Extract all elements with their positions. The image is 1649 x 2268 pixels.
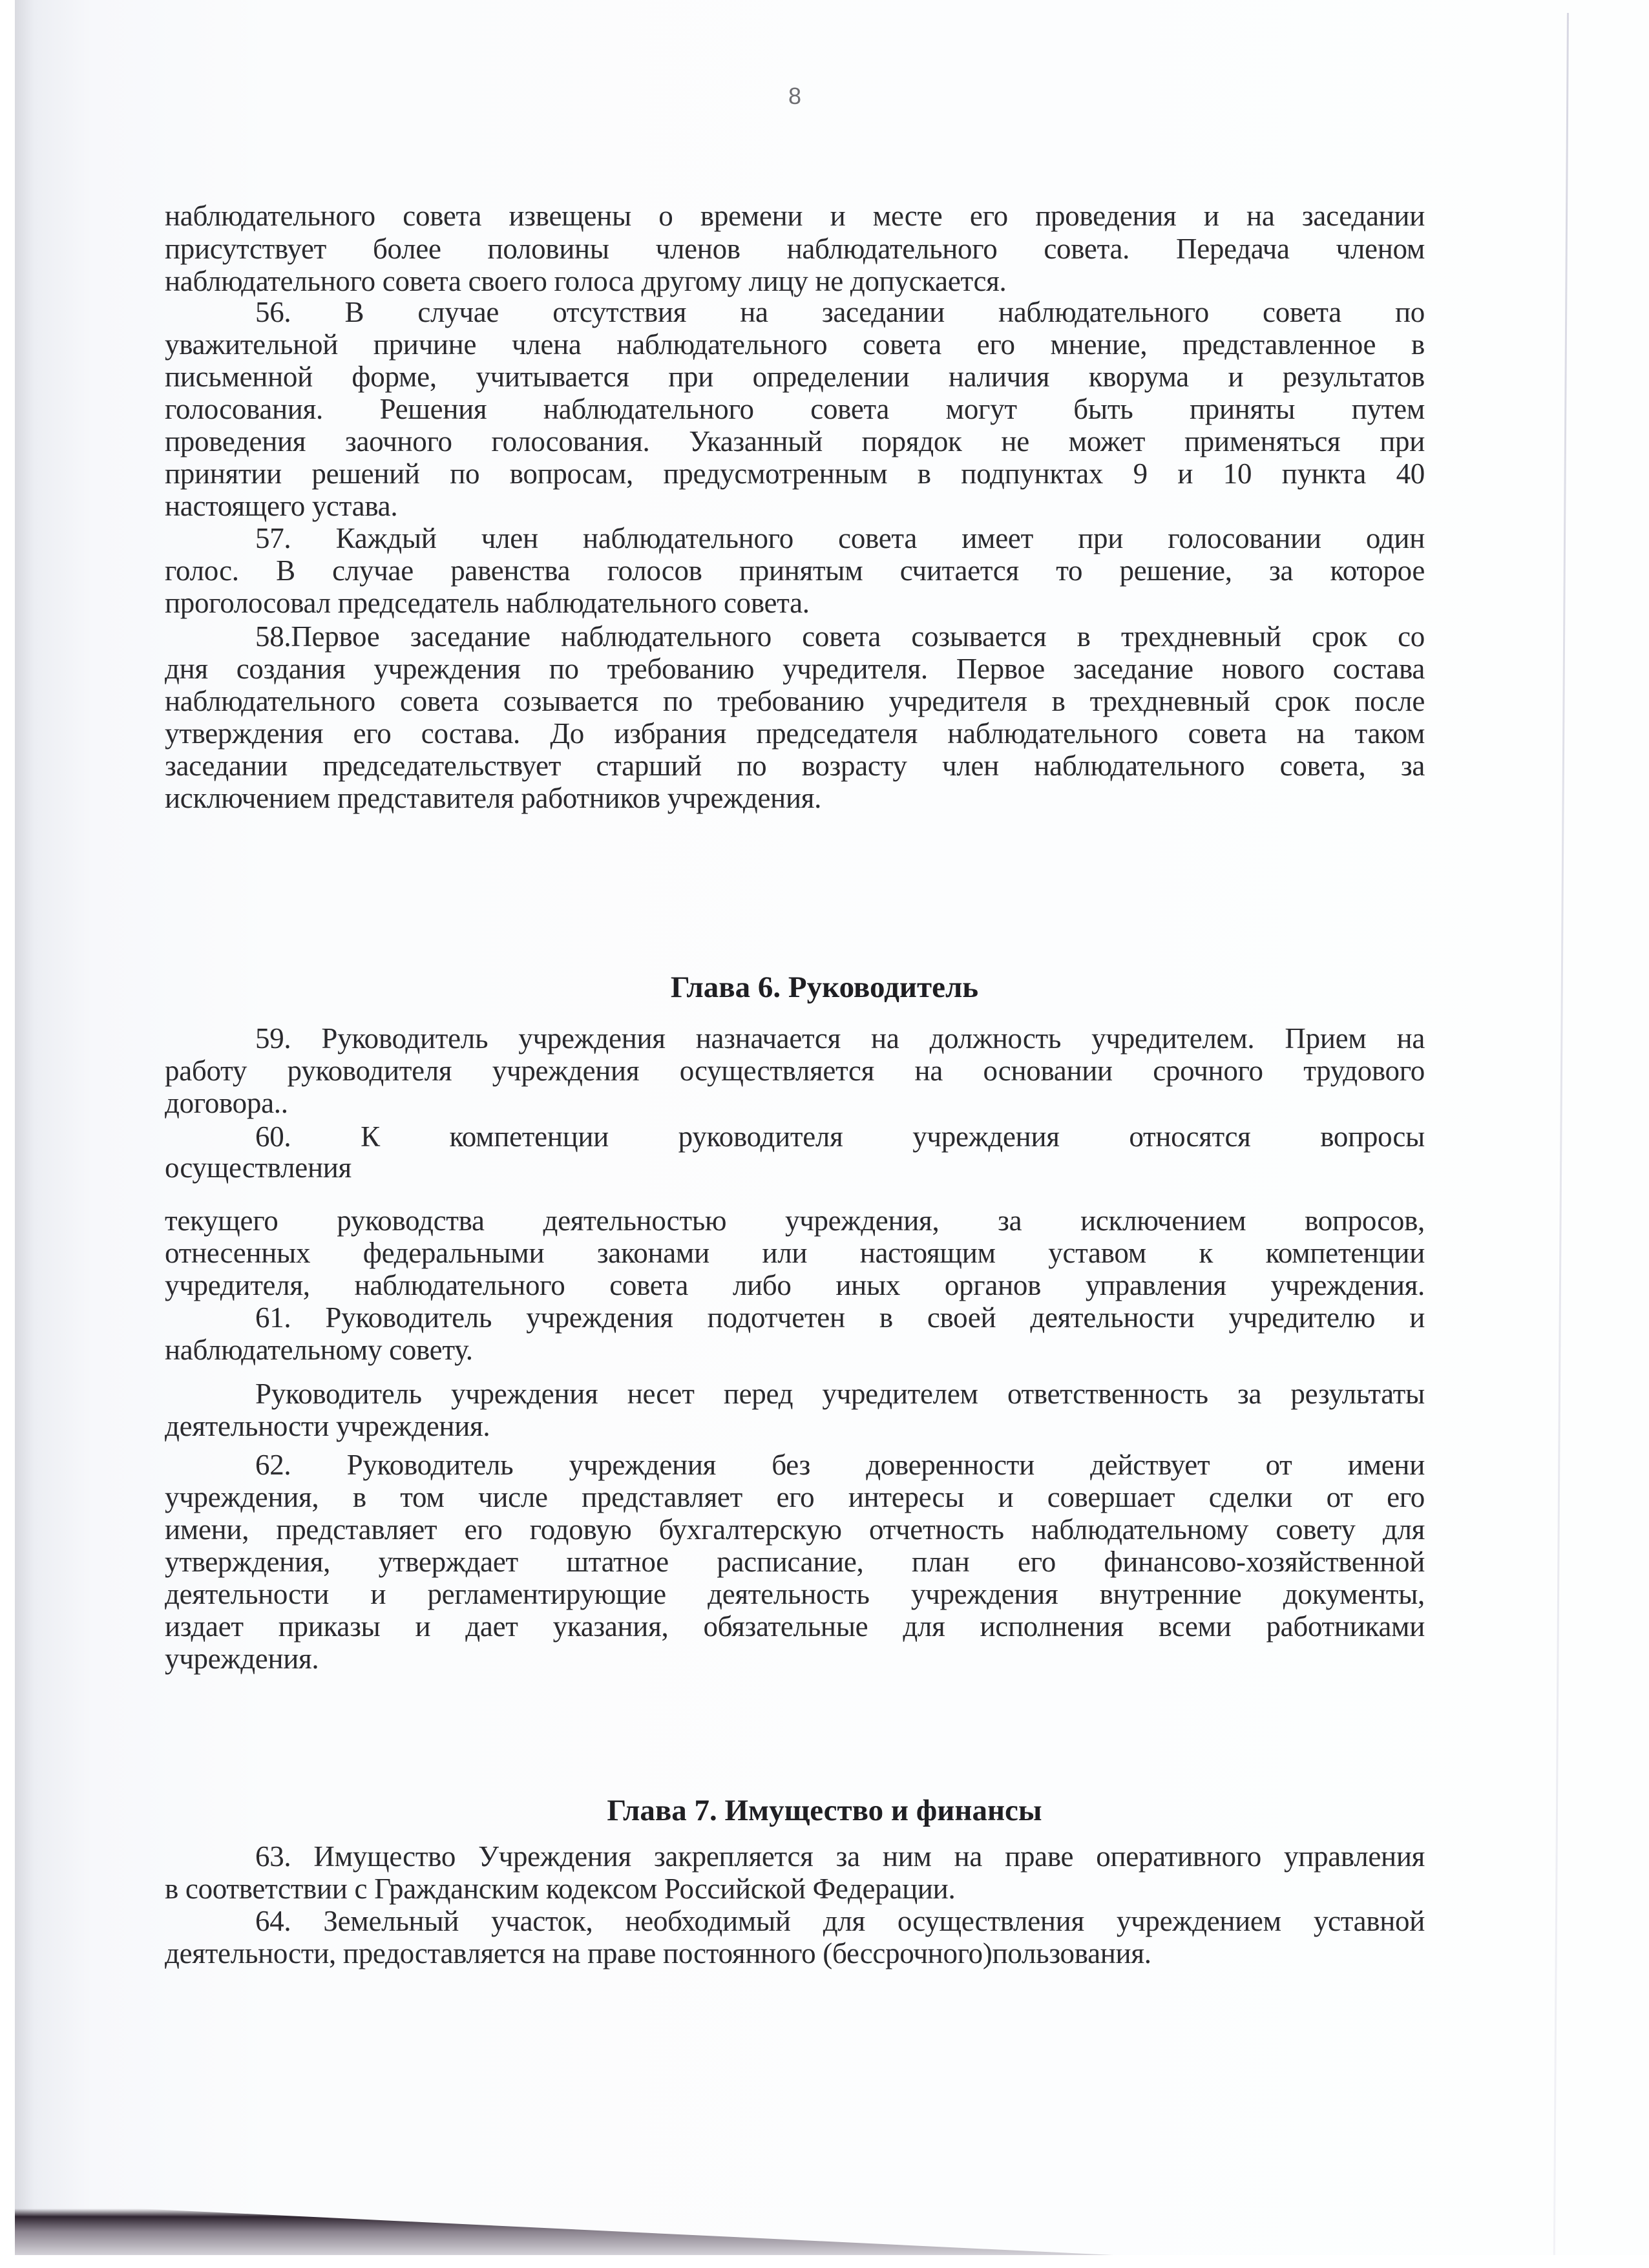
text-line: в соответствии с Гражданским кодексом Российской Федерации.	[165, 1873, 956, 1905]
text-line: учреждения.	[165, 1643, 319, 1675]
chapter-6-heading: Глава 6. Руководитель	[670, 971, 979, 1004]
text-line: проведения заочного голосования. Указанный порядок не может применяться при	[165, 425, 1425, 457]
text-line: проголосовал председатель наблюдательного совета.	[165, 587, 810, 619]
text-line: утверждения его состава. До избрания председателя наблюдательного совета на таком	[165, 717, 1425, 750]
paragraph-60-line: 60. К компетенции руководителя учреждения относятся вопросы	[255, 1120, 1425, 1153]
text-line: настоящего устава.	[165, 490, 398, 522]
chapter-7-heading: Глава 7. Имущество и финансы	[607, 1794, 1042, 1827]
text-line: договора..	[165, 1087, 288, 1119]
text-line: письменной форме, учитывается при определении наличия кворума и результатов	[165, 361, 1425, 393]
text-line: осуществления	[165, 1151, 352, 1184]
text-line: голос. В случае равенства голосов принятым считается то решение, за которое	[165, 554, 1425, 587]
text-line: наблюдательного совета своего голоса другому лицу не допускается.	[165, 265, 1007, 297]
text-line: работу руководителя учреждения осуществляется на основании срочного трудового	[165, 1055, 1425, 1087]
text-line: заседании председательствует старший по возрасту член наблюдательного совета, за	[165, 750, 1425, 782]
paragraph-64-line: 64. Земельный участок, необходимый для осуществления учреждением уставной	[255, 1905, 1425, 1937]
paragraph-57-line: 57. Каждый член наблюдательного совета имеет при голосовании один	[255, 522, 1425, 554]
text-line: издает приказы и дает указания, обязательные для исполнения всеми работниками	[165, 1610, 1425, 1643]
paragraph-56-line: 56. В случае отсутствия на заседании наблюдательного совета по	[255, 296, 1425, 328]
text-line: деятельности учреждения.	[165, 1410, 490, 1442]
paragraph-58-line: 58.Первое заседание наблюдательного совета созывается в трехдневный срок со	[255, 620, 1425, 653]
text-line: отнесенных федеральными законами или настоящим уставом к компетенции	[165, 1237, 1425, 1269]
text-line: принятии решений по вопросам, предусмотренным в подпунктах 9 и 10 пункта 40	[165, 457, 1425, 490]
paragraph-61-line: 61. Руководитель учреждения подотчетен в своей деятельности учредителю и	[255, 1301, 1425, 1334]
text-line: деятельности и регламентирующие деятельность учреждения внутренние документы,	[165, 1578, 1425, 1610]
paragraph-line: Руководитель учреждения несет перед учредителем ответственность за результаты	[255, 1378, 1425, 1410]
text-line: деятельности, предоставляется на праве постоянного (бессрочного)пользования.	[165, 1937, 1151, 1969]
text-line: учреждения, в том числе представляет его интересы и совершает сделки от его	[165, 1481, 1425, 1513]
text-line: голосования. Решения наблюдательного совета могут быть приняты путем	[165, 393, 1425, 425]
text-line: присутствует более половины членов наблюдательного совета. Передача членом	[165, 233, 1425, 265]
text-line: утверждения, утверждает штатное расписание, план его финансово-хозяйственной	[165, 1546, 1425, 1578]
paragraph-63-line: 63. Имущество Учреждения закрепляется за ним на праве оперативного управления	[255, 1840, 1425, 1873]
text-line: уважительной причине члена наблюдательного совета его мнение, представленное в	[165, 328, 1425, 361]
text-line: имени, представляет его годовую бухгалтерскую отчетность наблюдательному совету для	[165, 1513, 1425, 1546]
text-line: наблюдательному совету.	[165, 1334, 473, 1366]
text-line: дня создания учреждения по требованию учредителя. Первое заседание нового состава	[165, 653, 1425, 685]
text-line: текущего руководства деятельностью учреждения, за исключением вопросов,	[165, 1204, 1425, 1237]
paragraph-59-line: 59. Руководитель учреждения назначается на должность учредителем. Прием на	[255, 1022, 1425, 1055]
text-line: наблюдательного совета извещены о времени и месте его проведения и на заседании	[165, 200, 1425, 232]
paragraph-62-line: 62. Руководитель учреждения без доверенности действует от имени	[255, 1449, 1425, 1481]
text-line: учредителя, наблюдательного совета либо иных органов управления учреждения.	[165, 1269, 1425, 1301]
text-line: исключением представителя работников учреждения.	[165, 782, 822, 814]
page-number: 8	[788, 83, 802, 109]
text-line: наблюдательного совета созывается по требованию учредителя в трехдневный срок после	[165, 685, 1425, 717]
